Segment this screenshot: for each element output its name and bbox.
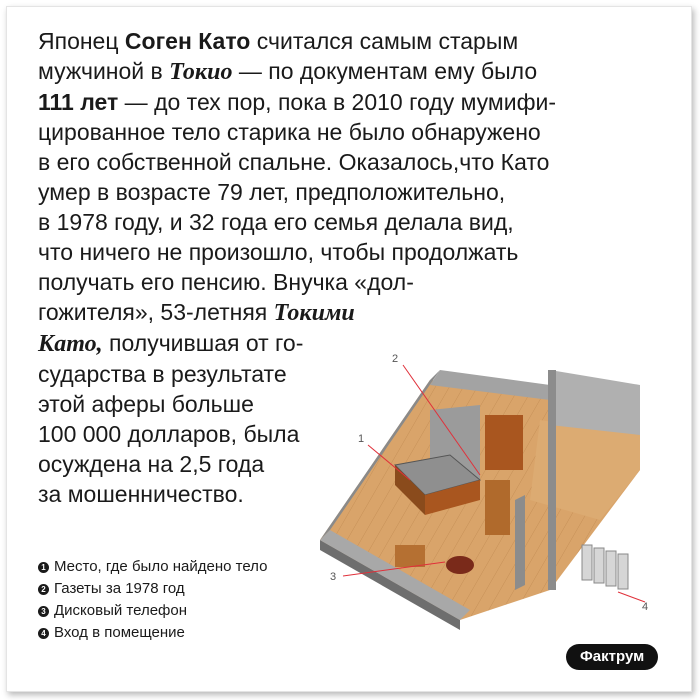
brand-logo: Фактрум [566,644,658,670]
person-name: Соген Като [124,28,251,54]
callout-1: 1 [358,433,365,445]
callout-3: 3 [330,571,337,583]
small-table [395,545,425,567]
legend-number: 1 [38,562,49,573]
radiator [582,545,628,589]
city-name: Токио [169,59,233,85]
legend-item [38,578,267,600]
granddaughter-surname: Като, [38,331,103,357]
age-highlight: 111 лет [38,89,119,115]
legend-text: Место, где было найдено тело [54,558,268,575]
story-text: Японец Соген Като считался самым старым мужчиной в Токио — по документам ему было 111 лет — до тех пор, пока в 2010 году мумифи- цированное тело старика не было обнаружено в его собственной спальне. Оказалось,что Като умер в возрасте 79 лет, предположительно, в 1978 году, и 32 года его семья делала вид, что ничего не произошло, чтобы продолжать получать его пенсию. Внучка «дол- гожителя», 53-летняя Токими Като, получившая от го- сударства в результате этой аферы больше 100 000 долларов, была осуждена на 2,5 года за мошенничество. [38,28,556,507]
right-partition [515,495,525,590]
legend-number: 2 [38,584,49,595]
legend-item [38,556,267,578]
phone-object [446,556,474,574]
legend-item [38,600,267,622]
legend-text: Вход в помещение [54,624,185,641]
legend-number: 3 [38,606,49,617]
legend-text: Дисковый телефон [54,602,188,619]
legend [38,556,267,644]
callout-4: 4 [642,601,649,613]
granddaughter-name: Токими [273,300,355,326]
legend-text: Газеты за 1978 год [54,580,185,597]
legend-item [38,622,267,644]
callout-2: 2 [392,353,399,365]
legend-number: 4 [38,628,49,639]
